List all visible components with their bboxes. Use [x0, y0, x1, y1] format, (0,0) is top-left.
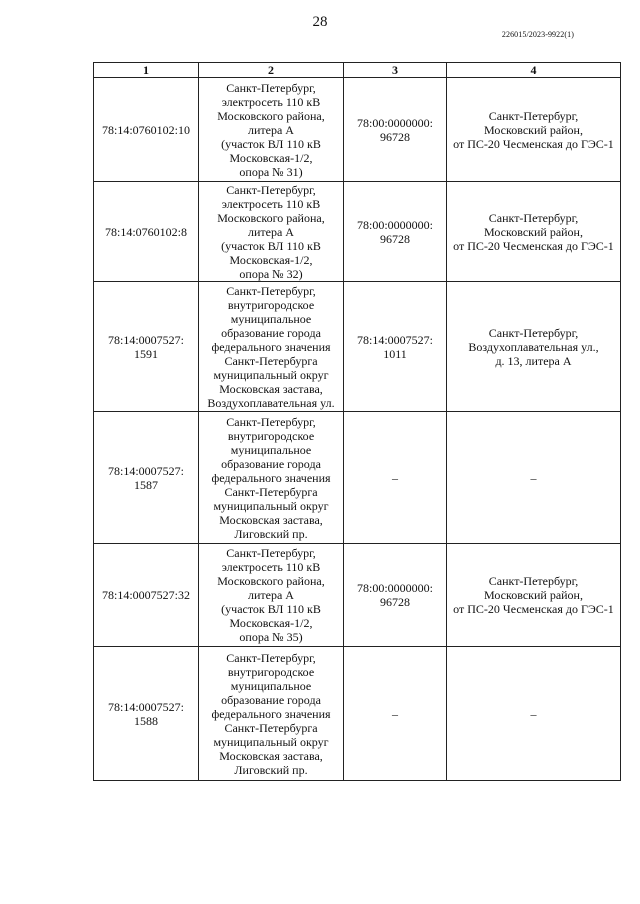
cell-line: Московская застава,	[219, 748, 323, 763]
cell-line: от ПС-20 Чесменская до ГЭС-1	[453, 136, 614, 151]
cell-line: 78:00:0000000:	[356, 115, 433, 130]
cell-line: Санкт-Петербург,	[226, 182, 316, 197]
cell-line: Санкт-Петербург,	[488, 108, 579, 123]
cell-line: электросеть 110 кВ	[221, 94, 321, 109]
cell-line: муниципальный округ	[213, 367, 329, 382]
cell-line: Московская-1/2,	[229, 616, 313, 630]
cell-line: 78:14:0007527:	[107, 463, 184, 478]
cell-line: от ПС-20 Чесменская до ГЭС-1	[453, 602, 614, 616]
cell-line: Воздухоплавательная ул.,	[468, 339, 599, 354]
cell-line: (участок ВЛ 110 кВ	[221, 136, 321, 151]
cell-line: 78:14:0007527:	[107, 699, 184, 714]
cell-line: 96728	[380, 595, 410, 609]
cell-line: Московская застава,	[219, 381, 323, 396]
cell-line: 78:14:0007527:32	[101, 588, 190, 602]
table-row	[94, 182, 621, 282]
cell-line: литера А	[248, 588, 294, 602]
table-row	[94, 647, 621, 781]
page-number: 28	[312, 14, 328, 30]
cell-line: 78:00:0000000:	[356, 581, 433, 595]
cell-line: д. 13, литера А	[495, 353, 572, 368]
column-header-1: 1	[94, 63, 199, 78]
cell-line: Воздухоплавательная ул.	[207, 395, 335, 410]
table-row	[94, 412, 621, 544]
cadastral-number-cell	[94, 412, 199, 544]
cell-line: 78:00:0000000:	[356, 217, 433, 232]
cell-line: Санкт-Петербург,	[226, 283, 316, 298]
table-row	[94, 544, 621, 647]
cell-line: муниципальный округ	[213, 498, 329, 513]
cell-line: Московская-1/2,	[229, 252, 313, 267]
object-description-cell	[199, 78, 344, 182]
cell-line: Московский район,	[484, 588, 583, 602]
cadastral-number-cell	[94, 647, 199, 781]
cell-line: 1588	[134, 713, 158, 728]
cell-line: внутригородское	[227, 428, 315, 443]
table-row	[94, 282, 621, 412]
cell-line: электросеть 110 кВ	[221, 560, 321, 574]
cell-line: опора № 35)	[239, 630, 303, 644]
cell-line: Санкт-Петербург,	[226, 80, 316, 95]
cell-line: электросеть 110 кВ	[221, 196, 321, 211]
cell-line: 1011	[383, 346, 407, 361]
parent-cadastral-cell	[344, 282, 447, 412]
cell-line: образование города	[221, 325, 321, 340]
cell-line: Московского района,	[217, 108, 325, 123]
cell-line: внутригородское	[227, 297, 315, 312]
parent-cadastral-cell	[344, 647, 447, 781]
cell-line: Санкт-Петербурга	[224, 484, 318, 499]
parent-cadastral-cell	[344, 544, 447, 647]
parent-cadastral-cell	[344, 412, 447, 544]
table-row	[94, 78, 621, 182]
cell-line: –	[392, 706, 398, 721]
cell-line: Московская-1/2,	[229, 150, 313, 165]
cell-line: 96728	[380, 129, 410, 144]
table-body	[94, 78, 621, 781]
cell-line: муниципальное	[230, 678, 312, 693]
cell-line: Санкт-Петербург,	[226, 546, 316, 560]
document-id: 226015/2023-9922(1)	[501, 30, 574, 39]
cell-line: опора № 31)	[239, 164, 303, 179]
object-description-cell	[199, 282, 344, 412]
cell-line: 1591	[134, 346, 158, 361]
cell-line: опора № 32)	[239, 266, 303, 281]
cell-line: литера А	[248, 224, 294, 239]
cadastral-number-cell	[94, 78, 199, 182]
cell-line: от ПС-20 Чесменская до ГЭС-1	[453, 238, 614, 253]
cell-line: Санкт-Петербурга	[224, 353, 318, 368]
address-cell	[447, 647, 621, 781]
object-description-cell	[199, 412, 344, 544]
address-cell	[447, 182, 621, 282]
cell-line: 78:14:0760102:10	[101, 122, 190, 137]
cell-line: 1587	[134, 477, 158, 492]
cadastral-number-cell	[94, 182, 199, 282]
address-cell	[447, 282, 621, 412]
cell-line: образование города	[221, 692, 321, 707]
cell-line: 96728	[380, 231, 410, 246]
cell-line: Московский район,	[484, 224, 583, 239]
cell-line: Санкт-Петербург,	[226, 650, 316, 665]
column-header-2: 2	[199, 63, 344, 78]
cell-line: Лиговский пр.	[234, 762, 308, 777]
cell-line: Санкт-Петербург,	[226, 414, 316, 429]
parent-cadastral-cell	[344, 182, 447, 282]
cell-line: Московский район,	[484, 122, 583, 137]
cell-line: Санкт-Петербург,	[488, 574, 579, 588]
cell-line: внутригородское	[227, 664, 315, 679]
cell-line: федерального значения	[211, 470, 331, 485]
address-cell	[447, 78, 621, 182]
cell-line: Московского района,	[217, 574, 325, 588]
cell-line: федерального значения	[211, 339, 331, 354]
cell-line: (участок ВЛ 110 кВ	[221, 602, 321, 616]
column-header-3: 3	[344, 63, 447, 78]
cadastral-number-cell	[94, 282, 199, 412]
cell-line: Московская застава,	[219, 512, 323, 527]
column-header-4: 4	[447, 63, 621, 78]
cadastral-number-cell	[94, 544, 199, 647]
land-plots-table	[93, 62, 621, 781]
cell-line: федерального значения	[211, 706, 331, 721]
cell-line: 78:14:0007527:	[107, 332, 184, 347]
object-description-cell	[199, 544, 344, 647]
cell-line: 78:14:0760102:8	[104, 224, 187, 239]
cell-line: муниципальное	[230, 442, 312, 457]
cell-line: 78:14:0007527:	[356, 332, 433, 347]
cell-line: Санкт-Петербург,	[488, 210, 579, 225]
table-header-row	[94, 63, 621, 78]
cell-line: муниципальный округ	[213, 734, 329, 749]
object-description-cell	[199, 182, 344, 282]
cell-line: Московского района,	[217, 210, 325, 225]
cell-line: Санкт-Петербург,	[488, 325, 579, 340]
object-description-cell	[199, 647, 344, 781]
address-cell	[447, 544, 621, 647]
address-cell	[447, 412, 621, 544]
cell-line: литера А	[248, 122, 294, 137]
cell-line: образование города	[221, 456, 321, 471]
cell-line: Лиговский пр.	[234, 526, 308, 541]
cell-line: Санкт-Петербурга	[224, 720, 318, 735]
cell-line: –	[530, 470, 537, 485]
cell-line: муниципальное	[230, 311, 312, 326]
parent-cadastral-cell	[344, 78, 447, 182]
cell-line: –	[530, 706, 537, 721]
cell-line: –	[392, 470, 398, 485]
cell-line: (участок ВЛ 110 кВ	[221, 238, 321, 253]
